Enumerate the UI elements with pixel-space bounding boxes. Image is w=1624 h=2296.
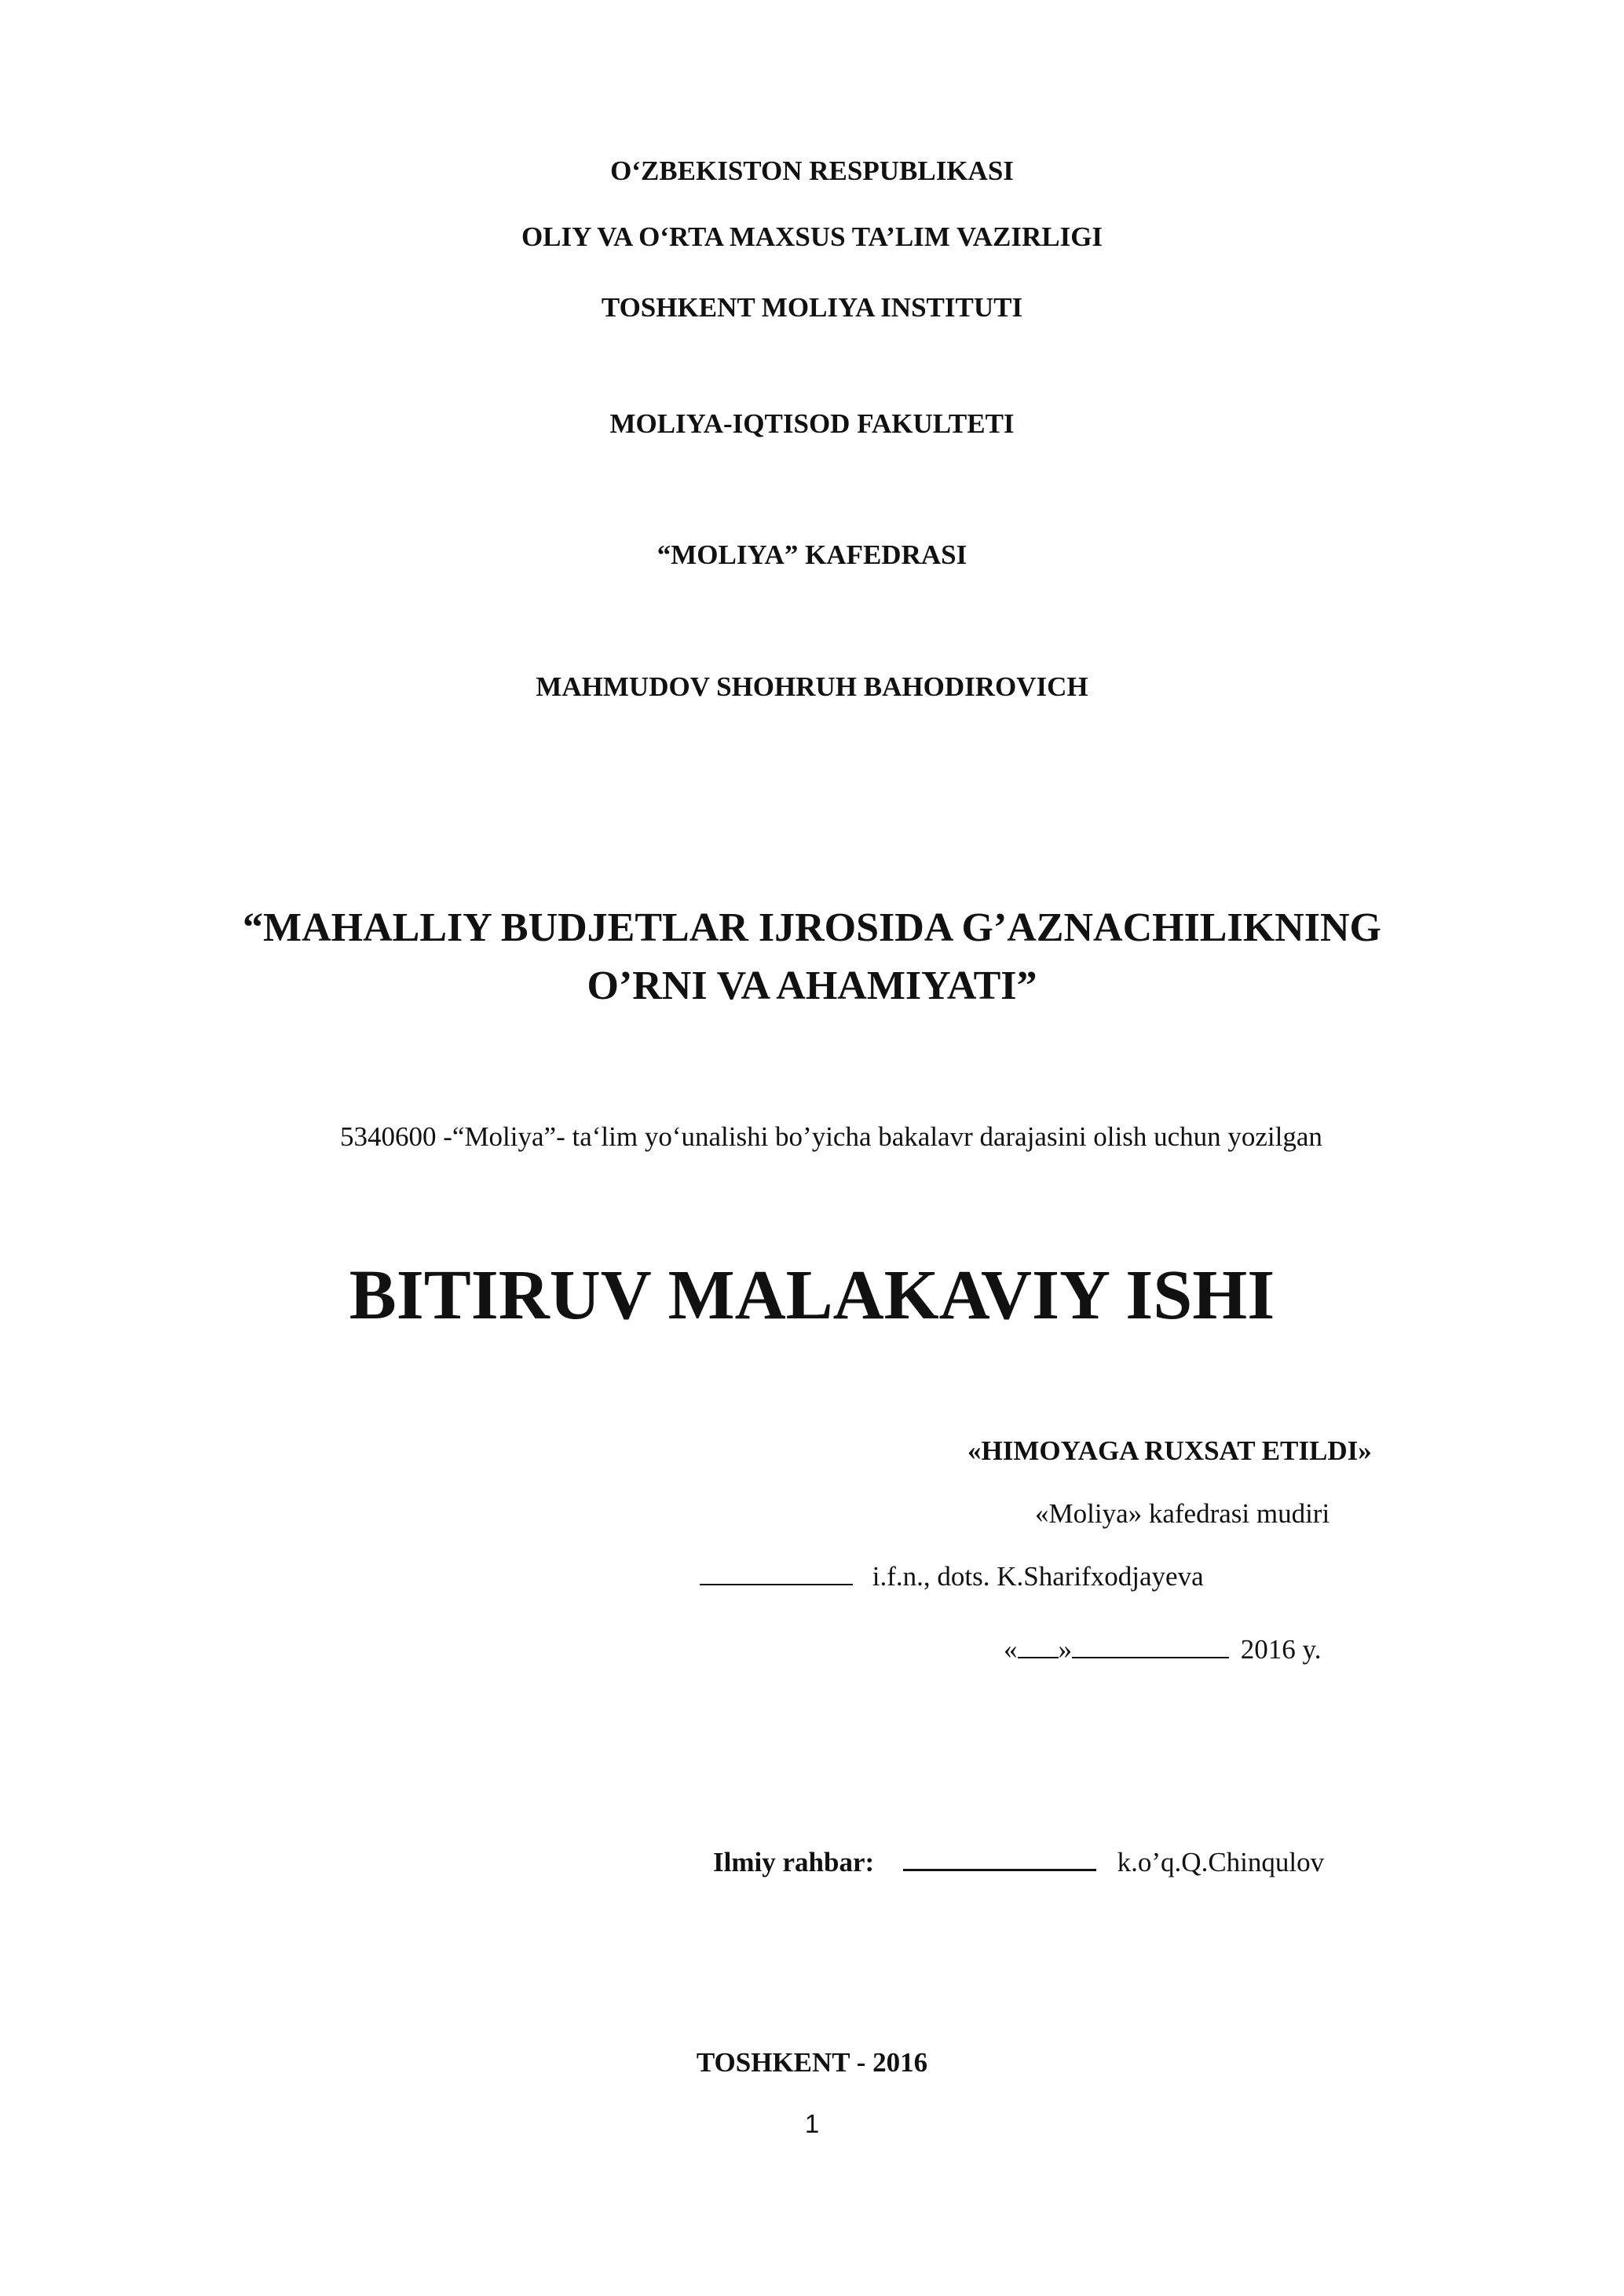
thesis-topic-line-2: O’RNI VA AHAMIYATI” (587, 963, 1037, 1008)
approval-heading: «HIMOYAGA RUXSAT ETILDI» (967, 1435, 1372, 1466)
city-year-footer: TOSHKENT - 2016 (696, 2047, 928, 2078)
page-number: 1 (804, 2109, 820, 2138)
department-head-position: «Moliya» kafedrasi mudiri (1035, 1498, 1330, 1529)
degree-purpose-text: 5340600 -“Moliya”- ta‘lim yo‘unalishi bo’yicha bakalavr darajasini olish uchun yozilgan (340, 1121, 1322, 1152)
work-type-title: BITIRUV MALAKAVIY ISHI (349, 1256, 1275, 1334)
department-head-line (700, 1561, 1204, 1592)
supervisor-signature-blank (903, 1848, 1096, 1871)
signature-blank (700, 1563, 853, 1585)
supervisor-label: Ilmiy rahbar: (713, 1847, 875, 1877)
republic-heading: O‘ZBEKISTON RESPUBLIKASI (610, 155, 1014, 186)
ministry-heading: OLIY VA O‘RTA MAXSUS TA’LIM VAZIRLIGI (521, 221, 1103, 252)
supervisor-name: k.o’q.Q.Chinqulov (1117, 1847, 1325, 1877)
approval-year: 2016 y. (1240, 1634, 1322, 1665)
date-open-quote: « (1004, 1634, 1018, 1665)
supervisor-line (713, 1847, 1324, 1878)
approval-date-line (1004, 1634, 1321, 1665)
month-blank (1072, 1636, 1229, 1658)
day-blank (1018, 1636, 1059, 1658)
department-heading: “MOLIYA” KAFEDRASI (657, 539, 967, 570)
department-head-name: i.f.n., dots. K.Sharifxodjayeva (872, 1561, 1204, 1592)
faculty-heading: MOLIYA-IQTISOD FAKULTETI (609, 408, 1015, 439)
institute-heading: TOSHKENT MOLIYA INSTITUTI (601, 292, 1023, 323)
date-close-quote: » (1058, 1634, 1072, 1665)
author-name: MAHMUDOV SHOHRUH BAHODIROVICH (536, 671, 1088, 702)
thesis-topic-line-1: “MAHALLIY BUDJETLAR IJROSIDA G’AZNACHILIKNING (243, 905, 1381, 950)
